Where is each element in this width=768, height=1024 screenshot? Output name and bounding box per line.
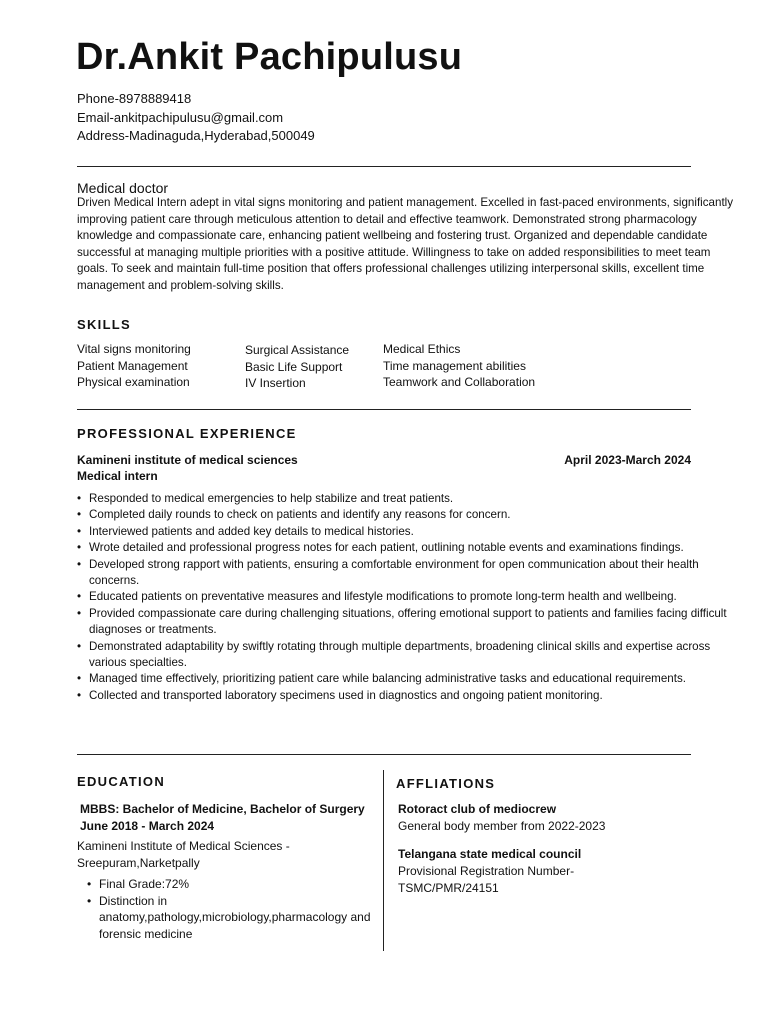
divider	[77, 166, 691, 167]
list-item: • Provided compassionate care during challenging situations, offering emotional support to patients and families facing difficult diagnoses or treatments.	[89, 606, 749, 639]
summary-title: Medical doctor	[77, 180, 169, 196]
skill-item: Medical Ethics	[383, 342, 461, 356]
phone: Phone-8978889418	[77, 91, 192, 106]
skill-item: IV Insertion	[245, 376, 306, 390]
candidate-name: Dr.Ankit Pachipulusu	[76, 36, 463, 78]
degree-period: June 2018 - March 2024	[80, 819, 215, 833]
list-item: • Distinction in anatomy,pathology,microbiology,pharmacology and forensic medicine	[99, 893, 379, 943]
institution: Kamineni Institute of Medical Sciences - Sreepuram,Narketpally	[77, 839, 290, 870]
education-heading: EDUCATION	[77, 774, 166, 789]
email: Email-ankitpachipulusu@gmail.com	[77, 110, 284, 125]
skill-item: Vital signs monitoring	[77, 342, 191, 356]
skills-heading: SKILLS	[77, 317, 132, 332]
affiliation-name: Rotoract club of mediocrew	[398, 802, 557, 816]
list-item: • Responded to medical emergencies to help stabilize and treat patients.	[89, 491, 749, 507]
list-item: • Collected and transported laboratory specimens used in diagnostics and ongoing patient monitoring.	[89, 688, 749, 704]
degree-title: MBBS: Bachelor of Medicine, Bachelor of Surgery	[80, 802, 365, 816]
employment-dates: April 2023-March 2024	[564, 453, 691, 467]
summary-text: Driven Medical Intern adept in vital signs monitoring and patient management. Excelled in fast-paced environments, significantly improving patient care through meticulous attention to detail and effective teamwork. Demonstrated strong pharmacology knowledge and compassionate care, enhancing patient wellbeing and fostering trust. Organized and dependable candidate successful at managing multiple priorities with a positive attitude. Willingness to take on added responsibilities to meet team goals. To seek and maintain full-time position that offers professional challenges utilizing interpersonal skills, excellent time management and problem-solving skills.	[77, 196, 734, 292]
affiliation-detail: Provisional Registration Number-TSMC/PMR/24151	[398, 864, 575, 895]
list-item: • Managed time effectively, prioritizing patient care while balancing administrative tasks and educational requirements.	[89, 671, 749, 687]
divider	[77, 409, 691, 410]
skills-column-3	[383, 341, 535, 391]
affiliations-heading: AFFLIATIONS	[396, 776, 496, 791]
skill-item: Physical examination	[77, 375, 190, 389]
address: Address-Madinaguda,Hyderabad,500049	[77, 128, 315, 143]
skills-column-2	[245, 342, 349, 392]
list-item: • Interviewed patients and added key details to medical histories.	[89, 524, 749, 540]
duties-list	[89, 491, 749, 704]
affiliation-detail: General body member from 2022-2023	[398, 819, 606, 833]
skill-item: Patient Management	[77, 358, 188, 373]
list-item: • Demonstrated adaptability by swiftly rotating through multiple departments, broadening clinical skills and expertise across various specialties.	[89, 639, 749, 672]
employer-name: Kamineni institute of medical sciences	[77, 453, 298, 467]
column-divider	[383, 770, 384, 951]
skill-item: Surgical Assistance	[245, 343, 350, 357]
job-title: Medical intern	[77, 469, 158, 483]
list-item: • Developed strong rapport with patients, ensuring a comfortable environment for open communication about their health concerns.	[89, 557, 749, 590]
education-points	[99, 876, 379, 942]
list-item: • Educated patients on preventative measures and lifestyle modifications to promote long-term health and wellbeing.	[89, 589, 749, 605]
skill-item: Basic Life Support	[245, 359, 343, 374]
skill-item: Time management abilities	[383, 358, 526, 373]
list-item: • Wrote detailed and professional progress notes for each patient, outlining notable events and examinations findings.	[89, 540, 749, 556]
affiliation-name: Telangana state medical council	[398, 847, 582, 861]
skill-item: Teamwork and Collaboration	[383, 375, 536, 389]
experience-heading: PROFESSIONAL EXPERIENCE	[77, 426, 297, 441]
skills-column-1	[77, 341, 191, 391]
list-item: • Final Grade:72%	[99, 876, 379, 893]
list-item: • Completed daily rounds to check on patients and identify any reasons for concern.	[89, 507, 749, 523]
divider	[77, 754, 691, 755]
